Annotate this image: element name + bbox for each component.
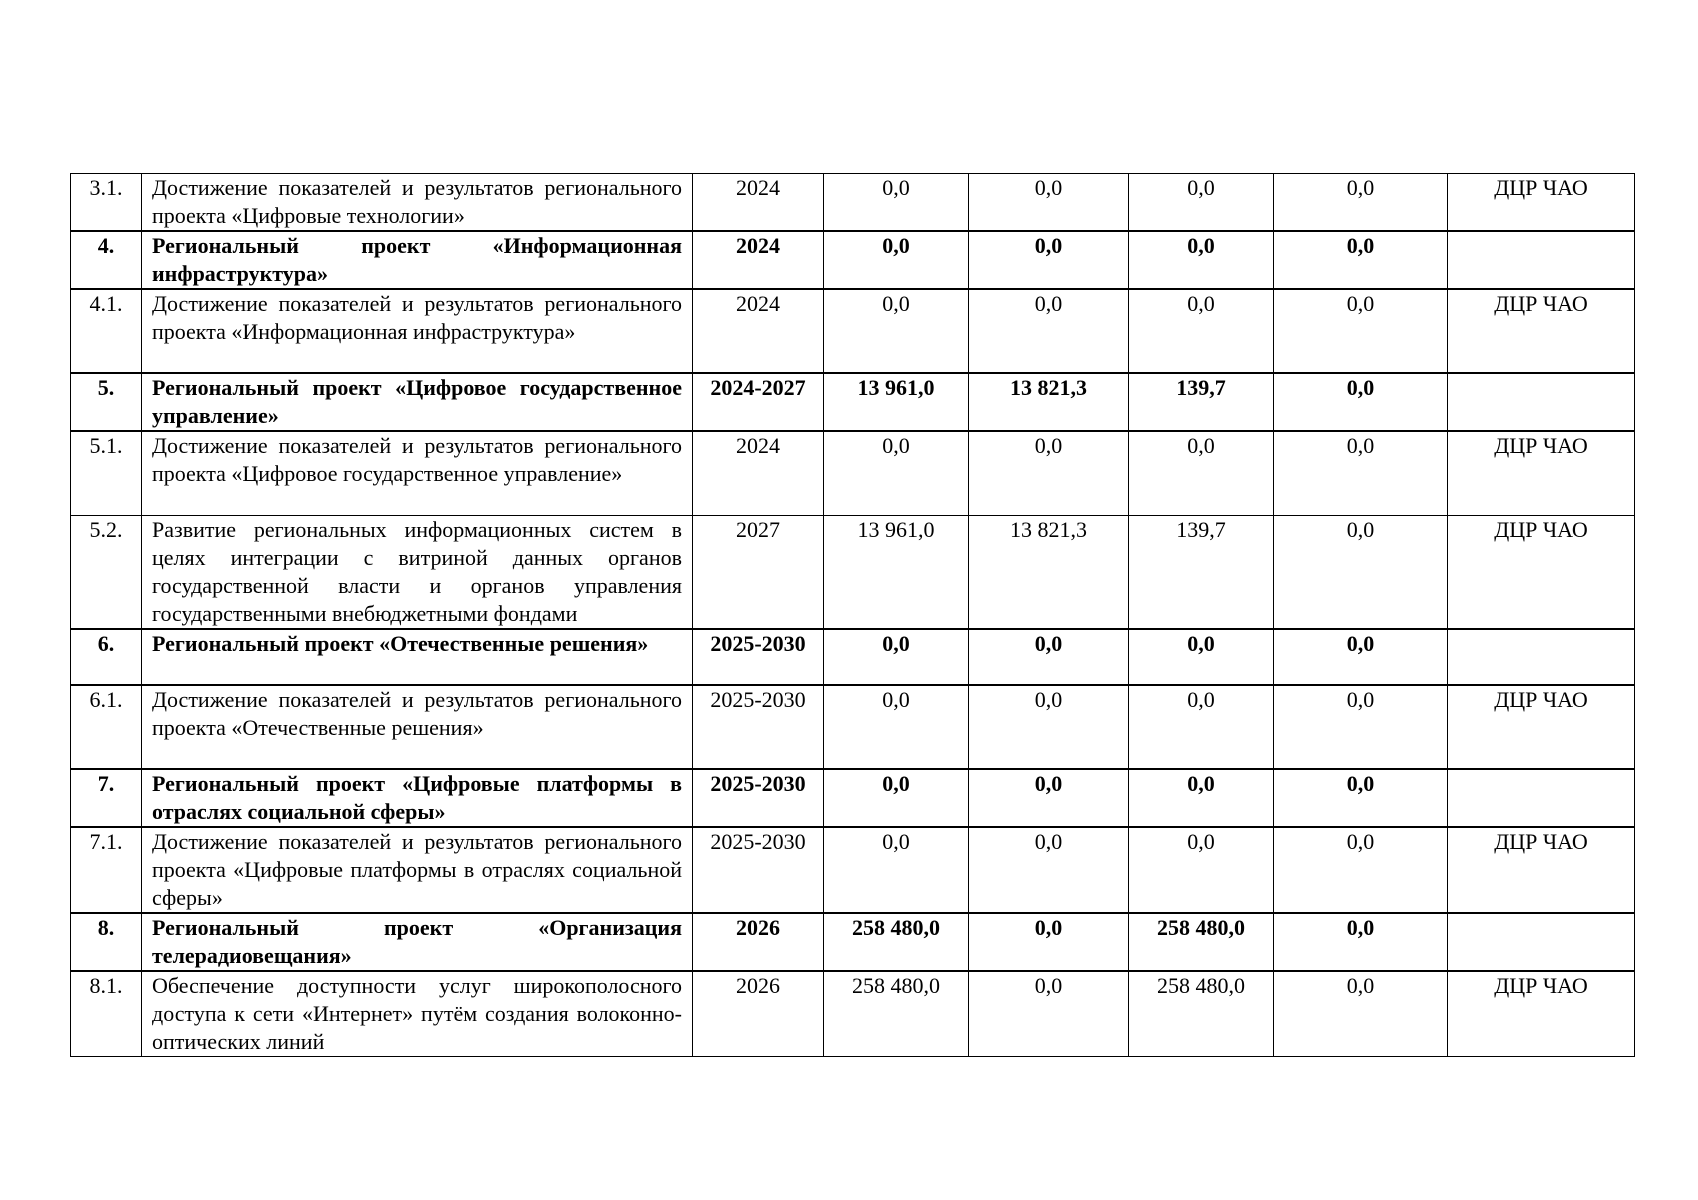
row-number: 8.1. xyxy=(71,971,142,1057)
project-row xyxy=(71,629,1635,685)
row-executor xyxy=(1448,373,1635,431)
row-executor: ДЦР ЧАО xyxy=(1448,971,1635,1057)
row-regional-amount: 0,0 xyxy=(1129,629,1274,685)
project-row xyxy=(71,373,1635,431)
row-executor: ДЦР ЧАО xyxy=(1448,515,1635,629)
row-regional-amount: 139,7 xyxy=(1129,373,1274,431)
row-period: 2024-2027 xyxy=(693,373,824,431)
row-period: 2025-2030 xyxy=(693,827,824,913)
project-row xyxy=(71,231,1635,289)
row-federal-amount: 0,0 xyxy=(969,827,1129,913)
row-other-amount: 0,0 xyxy=(1274,231,1448,289)
row-federal-amount: 0,0 xyxy=(969,971,1129,1057)
row-regional-amount: 0,0 xyxy=(1129,827,1274,913)
row-number: 6.1. xyxy=(71,685,142,769)
row-description: Достижение показателей и результатов регионального проекта «Цифровые технологии» xyxy=(142,174,693,232)
row-description: Региональный проект «Цифровое государственное управление» xyxy=(142,373,693,431)
row-total-amount: 0,0 xyxy=(824,431,969,515)
row-other-amount: 0,0 xyxy=(1274,515,1448,629)
row-number: 7.1. xyxy=(71,827,142,913)
row-federal-amount: 13 821,3 xyxy=(969,373,1129,431)
row-other-amount: 0,0 xyxy=(1274,769,1448,827)
row-federal-amount: 13 821,3 xyxy=(969,515,1129,629)
row-period: 2025-2030 xyxy=(693,685,824,769)
row-executor xyxy=(1448,913,1635,971)
row-regional-amount: 258 480,0 xyxy=(1129,913,1274,971)
row-description: Достижение показателей и результатов регионального проекта «Отечественные решения» xyxy=(142,685,693,769)
row-number: 7. xyxy=(71,769,142,827)
row-other-amount: 0,0 xyxy=(1274,373,1448,431)
row-description: Развитие региональных информационных систем в целях интеграции с витриной данных органов государственной власти и органов управления государственными внебюджетными фондами xyxy=(142,515,693,629)
row-total-amount: 13 961,0 xyxy=(824,515,969,629)
row-number: 3.1. xyxy=(71,174,142,232)
activity-row xyxy=(71,431,1635,515)
row-period: 2024 xyxy=(693,289,824,373)
row-period: 2024 xyxy=(693,231,824,289)
row-federal-amount: 0,0 xyxy=(969,289,1129,373)
row-executor xyxy=(1448,769,1635,827)
row-description: Обеспечение доступности услуг широкополосного доступа к сети «Интернет» путём создания волоконно-оптических линий xyxy=(142,971,693,1057)
row-number: 6. xyxy=(71,629,142,685)
row-number: 5.1. xyxy=(71,431,142,515)
row-number: 4. xyxy=(71,231,142,289)
row-total-amount: 0,0 xyxy=(824,174,969,232)
activity-row xyxy=(71,289,1635,373)
row-number: 5. xyxy=(71,373,142,431)
row-executor xyxy=(1448,629,1635,685)
row-regional-amount: 0,0 xyxy=(1129,431,1274,515)
row-federal-amount: 0,0 xyxy=(969,174,1129,232)
row-other-amount: 0,0 xyxy=(1274,971,1448,1057)
row-period: 2025-2030 xyxy=(693,629,824,685)
row-total-amount: 0,0 xyxy=(824,827,969,913)
project-row xyxy=(71,913,1635,971)
row-regional-amount: 0,0 xyxy=(1129,289,1274,373)
row-period: 2024 xyxy=(693,431,824,515)
row-description: Достижение показателей и результатов регионального проекта «Информационная инфраструктура» xyxy=(142,289,693,373)
table-body xyxy=(71,174,1635,1057)
row-total-amount: 258 480,0 xyxy=(824,971,969,1057)
row-period: 2027 xyxy=(693,515,824,629)
activity-row xyxy=(71,174,1635,232)
row-description: Достижение показателей и результатов регионального проекта «Цифровые платформы в отраслях социальной сферы» xyxy=(142,827,693,913)
row-description: Региональный проект «Организация телерадиовещания» xyxy=(142,913,693,971)
row-other-amount: 0,0 xyxy=(1274,913,1448,971)
project-row xyxy=(71,769,1635,827)
row-description: Региональный проект «Информационная инфраструктура» xyxy=(142,231,693,289)
row-federal-amount: 0,0 xyxy=(969,231,1129,289)
row-total-amount: 0,0 xyxy=(824,685,969,769)
row-regional-amount: 0,0 xyxy=(1129,231,1274,289)
row-other-amount: 0,0 xyxy=(1274,431,1448,515)
row-total-amount: 0,0 xyxy=(824,769,969,827)
row-federal-amount: 0,0 xyxy=(969,431,1129,515)
row-total-amount: 0,0 xyxy=(824,289,969,373)
row-executor: ДЦР ЧАО xyxy=(1448,289,1635,373)
row-total-amount: 258 480,0 xyxy=(824,913,969,971)
row-executor xyxy=(1448,231,1635,289)
activity-row xyxy=(71,971,1635,1057)
row-description: Достижение показателей и результатов регионального проекта «Цифровое государственное управление» xyxy=(142,431,693,515)
row-period: 2024 xyxy=(693,174,824,232)
row-period: 2025-2030 xyxy=(693,769,824,827)
row-executor: ДЦР ЧАО xyxy=(1448,431,1635,515)
row-regional-amount: 258 480,0 xyxy=(1129,971,1274,1057)
row-period: 2026 xyxy=(693,913,824,971)
row-total-amount: 0,0 xyxy=(824,629,969,685)
row-other-amount: 0,0 xyxy=(1274,174,1448,232)
row-federal-amount: 0,0 xyxy=(969,769,1129,827)
row-number: 5.2. xyxy=(71,515,142,629)
activity-row xyxy=(71,827,1635,913)
row-number: 8. xyxy=(71,913,142,971)
row-executor: ДЦР ЧАО xyxy=(1448,685,1635,769)
row-period: 2026 xyxy=(693,971,824,1057)
row-regional-amount: 0,0 xyxy=(1129,769,1274,827)
row-other-amount: 0,0 xyxy=(1274,289,1448,373)
row-other-amount: 0,0 xyxy=(1274,685,1448,769)
row-regional-amount: 139,7 xyxy=(1129,515,1274,629)
activity-row xyxy=(71,515,1635,629)
row-federal-amount: 0,0 xyxy=(969,913,1129,971)
row-regional-amount: 0,0 xyxy=(1129,685,1274,769)
row-total-amount: 13 961,0 xyxy=(824,373,969,431)
row-executor: ДЦР ЧАО xyxy=(1448,174,1635,232)
row-regional-amount: 0,0 xyxy=(1129,174,1274,232)
row-other-amount: 0,0 xyxy=(1274,629,1448,685)
row-total-amount: 0,0 xyxy=(824,231,969,289)
row-other-amount: 0,0 xyxy=(1274,827,1448,913)
row-federal-amount: 0,0 xyxy=(969,685,1129,769)
row-number: 4.1. xyxy=(71,289,142,373)
activity-row xyxy=(71,685,1635,769)
row-description: Региональный проект «Цифровые платформы в отраслях социальной сферы» xyxy=(142,769,693,827)
budget-table xyxy=(70,173,1635,1057)
row-federal-amount: 0,0 xyxy=(969,629,1129,685)
row-executor: ДЦР ЧАО xyxy=(1448,827,1635,913)
row-description: Региональный проект «Отечественные решения» xyxy=(142,629,693,685)
